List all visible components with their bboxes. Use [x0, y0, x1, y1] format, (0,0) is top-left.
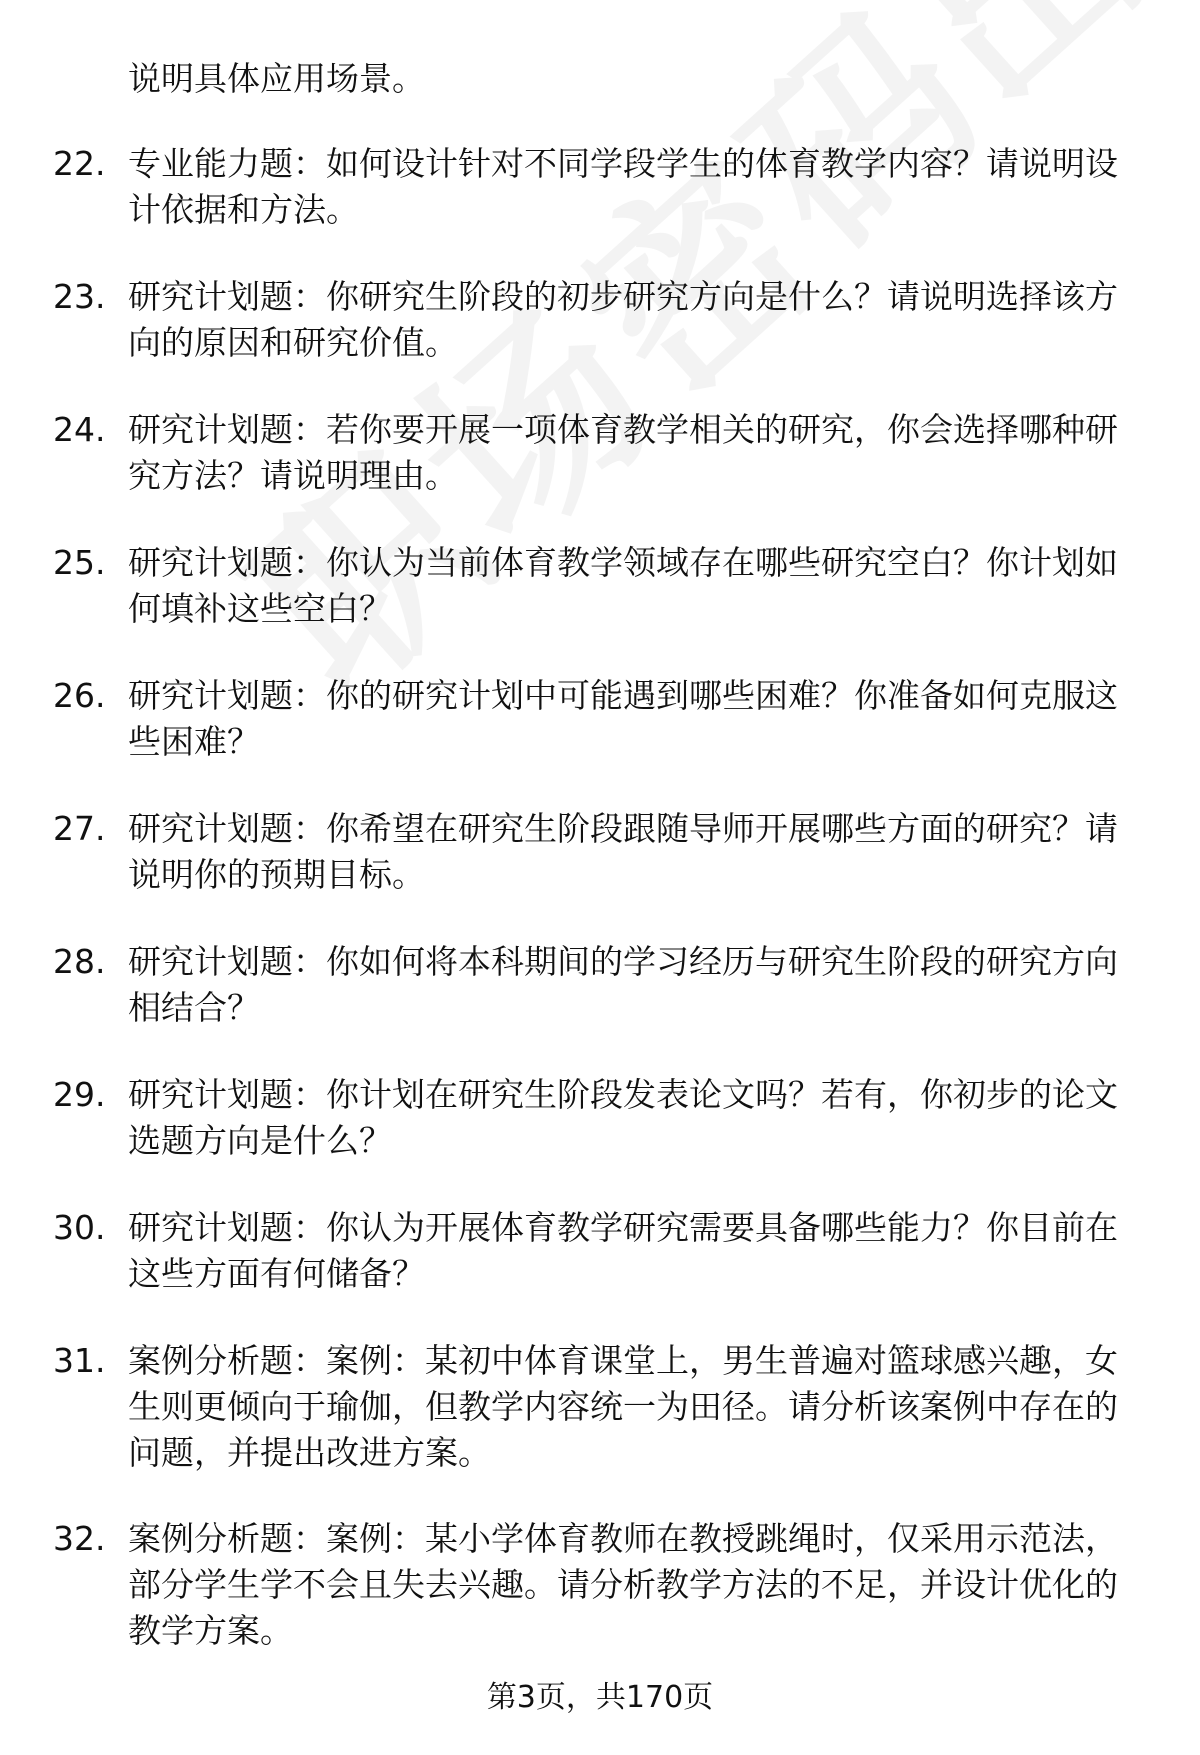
list-item [0, 1516, 1200, 1694]
continuation-text: 说明具体应用场景。 [128, 59, 425, 98]
question-number: 24. [53, 410, 106, 449]
list-item [0, 806, 1200, 939]
question-number: 23. [53, 277, 106, 316]
question-text: 案例分析题：案例：某小学体育教师在教授跳绳时，仅采用示范法，部分学生学不会且失去兴趣。请分析教学方法的不足，并设计优化的教学方案。 [128, 1519, 1118, 1650]
question-text: 研究计划题：你认为当前体育教学领域存在哪些研究空白？你计划如何填补这些空白？ [128, 543, 1118, 628]
list-item [0, 540, 1200, 673]
list-item [0, 939, 1200, 1072]
question-number: 31. [53, 1341, 106, 1380]
question-text: 研究计划题：你计划在研究生阶段发表论文吗？若有，你初步的论文选题方向是什么？ [128, 1075, 1118, 1160]
list-item [0, 673, 1200, 806]
question-number: 32. [53, 1519, 106, 1558]
question-text: 研究计划题：若你要开展一项体育教学相关的研究，你会选择哪种研究方法？请说明理由。 [128, 410, 1118, 495]
list-item [0, 274, 1200, 407]
list-item [0, 1205, 1200, 1338]
question-number: 26. [53, 676, 106, 715]
question-list [0, 141, 1200, 1694]
question-text: 研究计划题：你如何将本科期间的学习经历与研究生阶段的研究方向相结合？ [128, 942, 1118, 1027]
question-text: 研究计划题：你希望在研究生阶段跟随导师开展哪些方面的研究？请说明你的预期目标。 [128, 809, 1118, 894]
page-footer: 第3页，共170页 [486, 1680, 714, 1715]
list-item [0, 1072, 1200, 1205]
question-number: 29. [53, 1075, 106, 1114]
list-item [0, 407, 1200, 540]
question-text: 研究计划题：你认为开展体育教学研究需要具备哪些能力？你目前在这些方面有何储备？ [128, 1208, 1118, 1293]
question-text: 专业能力题：如何设计针对不同学段学生的体育教学内容？请说明设计依据和方法。 [128, 144, 1118, 229]
question-number: 27. [53, 809, 106, 848]
question-text: 案例分析题：案例：某初中体育课堂上，男生普遍对篮球感兴趣，女生则更倾向于瑜伽，但教学内容统一为田径。请分析该案例中存在的问题，并提出改进方案。 [128, 1341, 1118, 1472]
list-item [0, 141, 1200, 274]
question-number: 25. [53, 543, 106, 582]
question-text: 研究计划题：你的研究计划中可能遇到哪些困难？你准备如何克服这些困难？ [128, 676, 1118, 761]
question-number: 22. [53, 144, 106, 183]
list-item [0, 1338, 1200, 1516]
question-number: 28. [53, 942, 106, 981]
question-number: 30. [53, 1208, 106, 1247]
question-text: 研究计划题：你研究生阶段的初步研究方向是什么？请说明选择该方向的原因和研究价值。 [128, 277, 1118, 362]
